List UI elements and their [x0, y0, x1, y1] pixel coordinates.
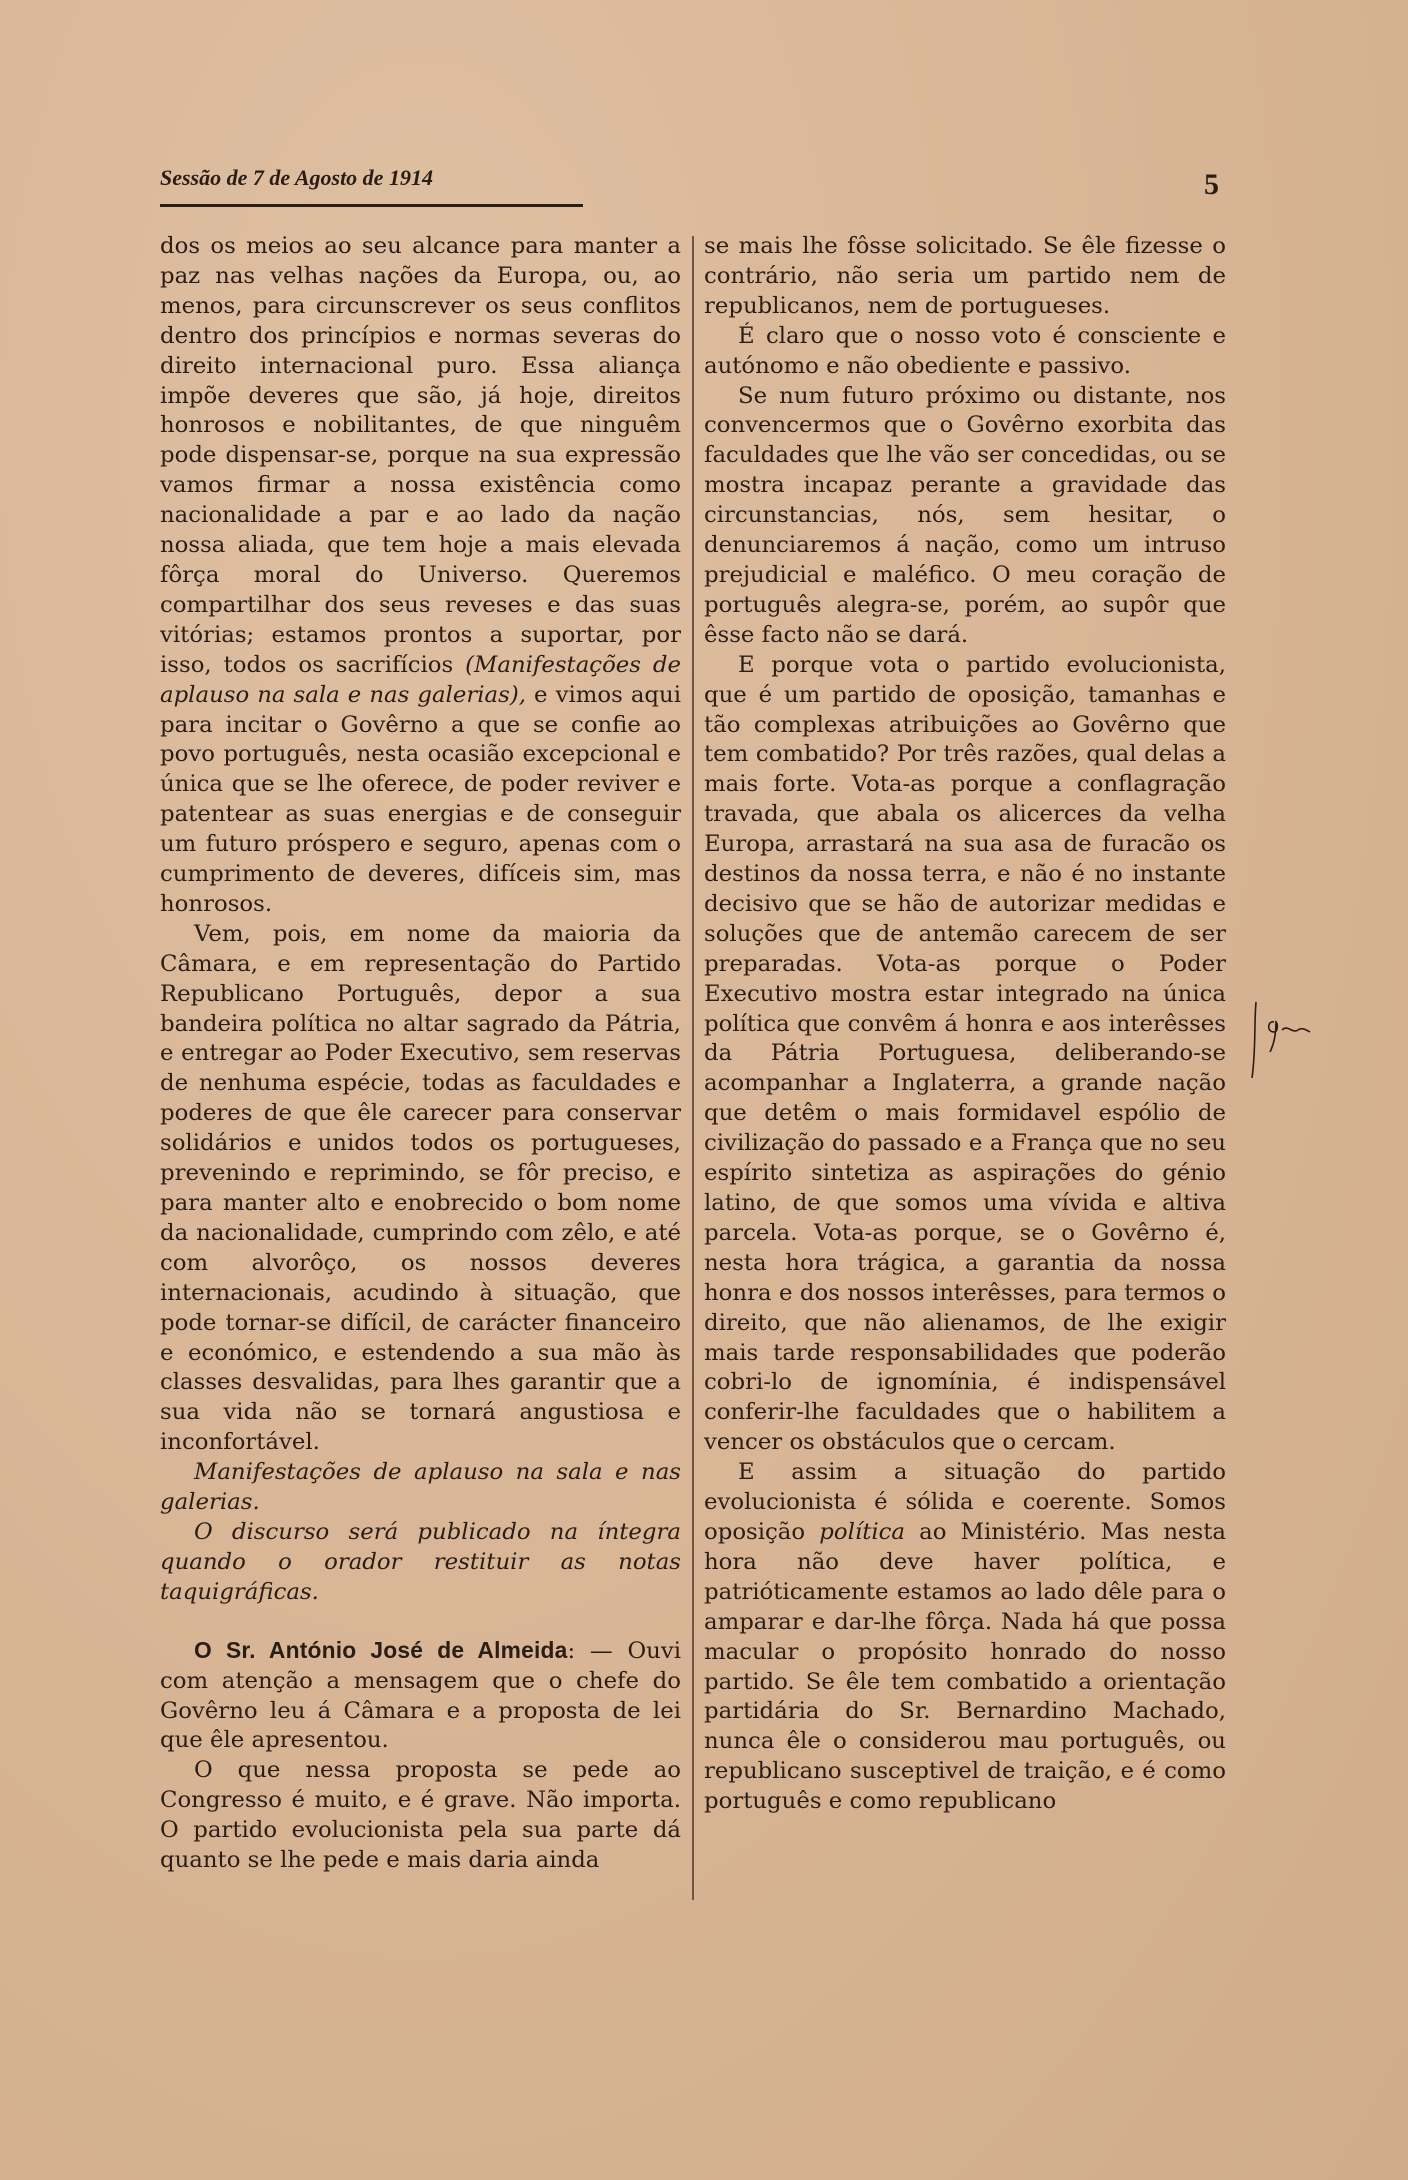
right-column — [704, 232, 1226, 1817]
left-paragraph-applause: Manifestações de aplauso na sala e nas galerias. — [160, 1459, 681, 1516]
left-paragraph-1-italic: (Manifestações de aplauso na sala e nas galerias), — [160, 651, 681, 708]
spacer — [160, 1608, 681, 1636]
left-paragraph-2: Vem, pois, em nome da maioria da Câmara, e em representação do Partido Republicano Português, depor a sua bandeira política no altar sagrado da Pátria, e entregar ao Poder Executivo, sem reservas de nenhuma espécie, todas as faculdades e poderes de que êle carecer para conservar solidários e unidos todos os portugueses, prevenindo e reprimindo, se fôr preciso, e para manter alto e enobrecido o bom nome da nacionalidade, cumprindo com zêlo, e até com alvorôço, os nossos deveres internacionais, acudindo à situação, que pode tornar-se difícil, de carácter financeiro e económico, e estendendo a sua mão às classes desvalidas, para lhes garantir que a sua vida não se tornará angustiosa e inconfortável. — [160, 920, 681, 1456]
left-paragraph-1-cont: e vimos aqui para incitar o Govêrno a que se confie ao povo português, nesta ocasião excepcional e única que se lhe oferece, de poder reviver e patentear as suas energias e de conseguir um futuro próspero e seguro, apenas com o cumprimento de deveres, difíceis sim, mas honrosos. — [160, 681, 681, 917]
right-paragraph-4: E porque vota o partido evolucionista, que é um partido de oposição, tamanhas e tão complexas atribuições ao Govêrno que tem combatido? Por três razões, qual delas a mais forte. Vota-as porque a conflagração travada, que abala os alicerces da velha Europa, arrastará na sua asa de furacão os destinos da nossa terra, e não é no instante decisivo que se hão de autorizar medidas e soluções que de antemão carecem de ser preparadas. Vota-as porque o Poder Executivo mostra estar integrado na única política que convêm á honra e aos interêsses da Pátria Portuguesa, deliberando-se acompanhar a Inglaterra, a grande nação que detêm o mais formidavel espólio de civilização do passado e a França que no seu espírito sintetiza as aspirações do génio latino, de que somos uma vívida e altiva parcela. Vota-as porque, se o Govêrno é, nesta hora trágica, a garantia da nossa honra e dos nossos interêsses, para termos o direito, que não alienamos, de lhe exigir mais tarde responsabilidades que poderão cobri-lo de ignomínia, é indispensável conferir-lhe faculdades que o habilitem a vencer os obstáculos que o cercam. — [704, 651, 1226, 1456]
left-paragraph-1-text: dos os meios ao seu alcance para manter a paz nas velhas nações da Europa, ou, ao menos, para circunscrever os seus conflitos dentro dos princípios e normas severas do direito internacional puro. Essa aliança impõe deveres que são, já hoje, direitos honrosos e nobilitantes, de que ninguêm pode dispensar-se, porque na sua expressão vamos firmar a nossa existência como nacionalidade a par e ao lado da nação nossa aliada, que tem hoje a mais elevada fôrça moral do Universo. Queremos compartilhar dos seus reveses e das suas vitórias; estamos prontos a suportar, por isso, todos os sacrifícios — [160, 233, 681, 678]
right-paragraph-3: Se num futuro próximo ou distante, nos convencermos que o Govêrno exorbita das faculdades que lhe vão ser concedidas, ou se mostra incapaz perante a gravidade das circunstancias, nós, sem hesitar, o denunciaremos á nação, como um intruso prejudicial e maléfico. O meu coração de português alegra-se, porém, ao supôr que êsse facto não se dará. — [704, 382, 1226, 648]
left-paragraph-note: O discurso será publicado na íntegra quando o orador restituir as notas taquigráficas. — [160, 1518, 681, 1605]
running-header-title: Sessão de 7 de Agosto de 1914 — [160, 165, 433, 190]
column-divider — [692, 236, 694, 1900]
speech-text: : — Ouvi com atenção a mensagem que o chefe do Govêrno leu á Câmara e a proposta de lei que êle apresentou. — [160, 1637, 682, 1754]
header-rule — [160, 204, 583, 207]
left-paragraph-1 — [160, 232, 681, 920]
right-paragraph-5-start: E assim a situação do partido evolucionista é sólida e coerente. Somos oposição — [704, 1459, 1226, 1545]
right-paragraph-1: se mais lhe fôsse solicitado. Se êle fizesse o contrário, não seria um partido nem de republicanos, nem de portugueses. — [704, 233, 1226, 319]
page-number: 5 — [1204, 168, 1219, 201]
handwritten-margin-mark — [1248, 1000, 1318, 1080]
right-paragraph-5-italic: política — [819, 1518, 906, 1545]
speaker-name: O Sr. António José de Almeida — [194, 1636, 568, 1663]
left-column — [160, 232, 681, 1876]
left-paragraph-speech — [160, 1636, 681, 1757]
right-paragraph-5-end: ao Ministério. Mas nesta hora não deve haver política, e patrióticamente estamos ao lado dêle para o amparar e dar-lhe fôrça. Nada há que possa macular o propósito honrado do nosso partido. Se êle tem combatido a orientação partidária do Sr. Bernardino Machado, nunca êle o considerou mau português, ou republicano susceptivel de traição, e é como português e como republicano — [704, 1518, 1226, 1815]
left-paragraph-6: O que nessa proposta se pede ao Congresso é muito, e é grave. Não importa. O partido evolucionista pela sua parte dá quanto se lhe pede e mais daria ainda — [160, 1757, 681, 1874]
right-paragraph-5 — [704, 1458, 1226, 1817]
right-paragraph-2: É claro que o nosso voto é consciente e autónomo e não obediente e passivo. — [704, 322, 1226, 379]
